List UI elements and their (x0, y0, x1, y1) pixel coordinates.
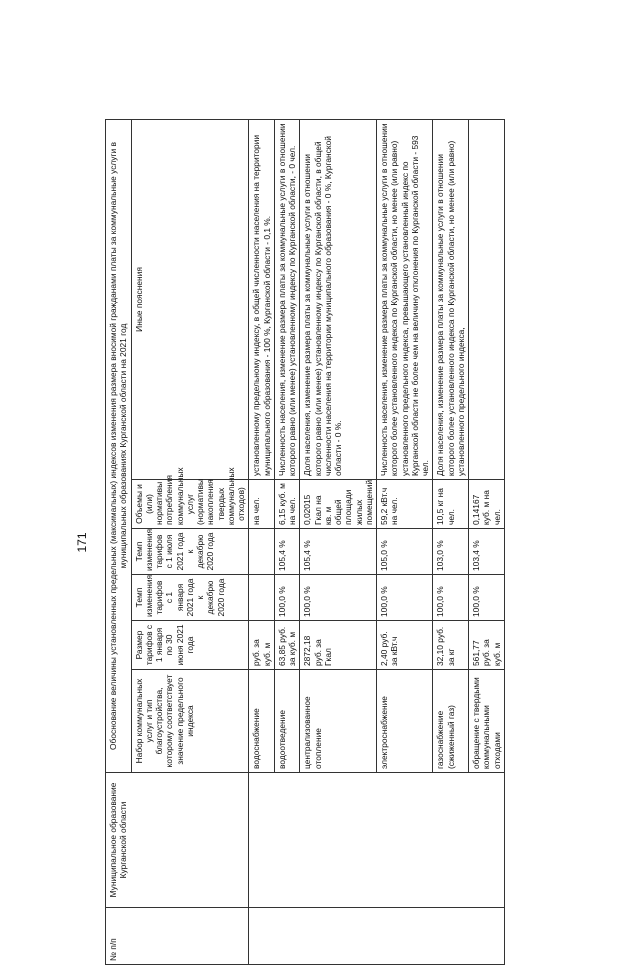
change-jul-cell (249, 529, 275, 575)
tariff-cell: 561,77 руб. за куб. м (469, 621, 505, 670)
header-justification: Обоснование величины установленных предельных (максимальных) индексов изменения размера вносимой гражданами платы за коммунальные услуги в муниципальных образованиях Курганской области на 2021 год (106, 119, 132, 772)
tariff-cell: 63,85 руб. за куб. м (274, 621, 300, 670)
service-cell: водоснабжение (249, 670, 275, 773)
header-change-jan: Темп изменения тарифов с 1 января 2021 года к декабрю 2020 года (131, 575, 249, 621)
table-row (249, 119, 275, 964)
change-jul-cell: 105,0 % (377, 529, 433, 575)
service-cell: обращение с твердыми коммунальными отходами (469, 670, 505, 773)
volume-cell: 0,14167 куб. м на чел. (469, 480, 505, 529)
change-jan-cell: 100,0 % (300, 575, 377, 621)
service-cell: газоснабжение (сжиженный газ) (433, 670, 469, 773)
header-change-jul: Темп изменения тарифов с 1 июля 2021 года к декабрю 2020 года (131, 529, 249, 575)
header-notes: Иные пояснения (131, 119, 249, 479)
change-jan-cell: 100,0 % (433, 575, 469, 621)
rotated-page (75, 120, 630, 965)
service-cell: централизованное отопление (300, 670, 377, 773)
service-cell: электроснабжение (377, 670, 433, 773)
justification-table (105, 119, 505, 965)
header-row-1 (106, 119, 132, 964)
change-jan-cell: 100,0 % (469, 575, 505, 621)
header-num: № п/п (106, 908, 249, 965)
volume-cell: 6,15 куб. м на чел. (274, 480, 300, 529)
volume-cell: 0,02015 Гкал на кв. м общей площади жилых помещений (300, 480, 377, 529)
tariff-cell: 32,10 руб. за кг (433, 621, 469, 670)
change-jul-cell: 103,0 % (433, 529, 469, 575)
volume-cell: на чел. (249, 480, 275, 529)
notes-cell: установленному предельному индексу, в общей численности населения на территории муниципального образования - 100 %, Курганской области - 0,1 %. (249, 119, 275, 479)
notes-cell: Численность населения, изменение размера платы за коммунальные услуги в отношении которого более установленного индекса по Курганской области, но менее (или равно) установленного предельного индекса, превышающего установленный индекс по Курганской области не более чем на величину отклонения по Курганской области - 593 чел. (377, 119, 433, 479)
change-jan-cell (249, 575, 275, 621)
volume-cell: 59,2 кВт.ч на чел. (377, 480, 433, 529)
header-volumes: Объемы и (или) нормативы потребления коммунальных услуг (нормативы накопления твердых коммунальных отходов) (131, 480, 249, 529)
change-jul-cell: 103,4 % (469, 529, 505, 575)
notes-cell: Доля населения, изменение размера платы за коммунальные услуги в отношении которого равно (или менее) установленному индексу по Курганской области, в общей численности населения на территории муниципального образования - 0 %, Курганской области - 0 %. (300, 119, 377, 479)
change-jan-cell: 100,0 % (274, 575, 300, 621)
change-jul-cell: 105,4 % (300, 529, 377, 575)
tariff-cell: 2,40 руб. за кВт.ч (377, 621, 433, 670)
change-jul-cell: 105,4 % (274, 529, 300, 575)
change-jan-cell: 100,0 % (377, 575, 433, 621)
municipality-cell (249, 773, 505, 908)
page-number: 171 (75, 532, 89, 553)
notes-cell: Доля населения, изменение размера платы за коммунальные услуги в отношении которого более установленного индекса по Курганской области, но менее (или равно) установленного предельного индекса, (433, 119, 469, 479)
notes-cell: Численность населения, изменение размера платы за коммунальные услуги в отношении которого равно (или менее) установленному индексу по Курганской области, - 0 чел. (274, 119, 300, 479)
tariff-cell: 2872,18 руб. за Гкал (300, 621, 377, 670)
volume-cell: 10,5 кг на чел. (433, 480, 469, 529)
header-tariff: Размер тарифов с 1 января по 30 июня 2021 года (131, 621, 249, 670)
tariff-cell: руб. за куб. м (249, 621, 275, 670)
header-service-set: Набор коммунальных услуг и тип благоустройства, которому соответствует значение предельного индекса (131, 670, 249, 773)
header-municipality: Муниципальное образование Курганской области (106, 773, 249, 908)
notes-cell (469, 119, 505, 479)
num-cell (249, 908, 505, 965)
service-cell: водоотведение (274, 670, 300, 773)
